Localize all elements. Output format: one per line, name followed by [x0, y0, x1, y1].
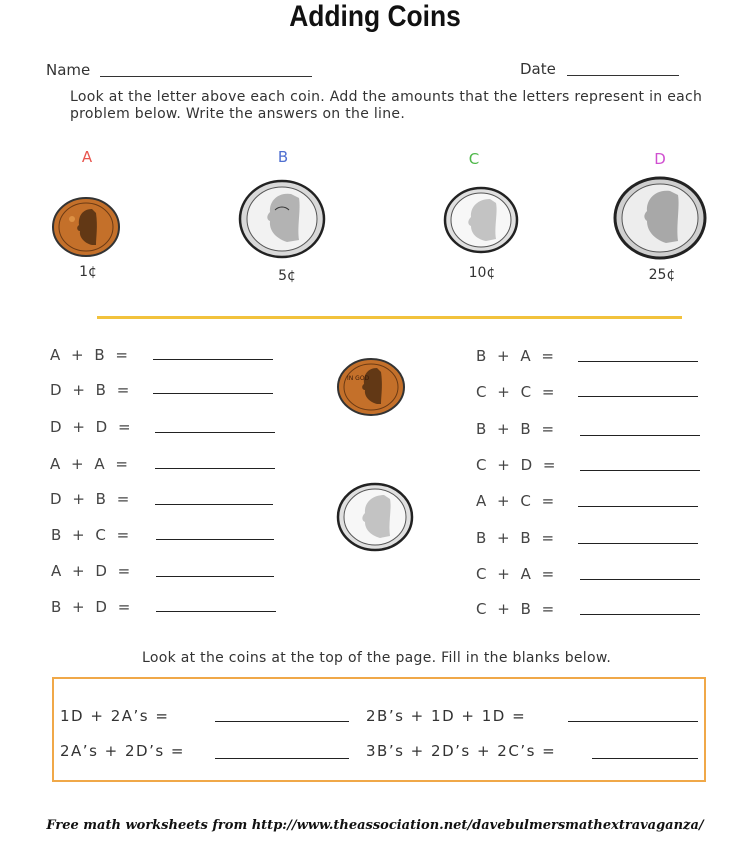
answer-line[interactable]: [155, 468, 275, 469]
page-title: Adding Coins: [289, 0, 461, 33]
answer-line[interactable]: [592, 758, 698, 759]
problem-left-2: D + B =: [50, 381, 133, 399]
answer-line[interactable]: [580, 614, 700, 615]
problem-right-4: C + D =: [476, 456, 559, 474]
answer-line[interactable]: [156, 611, 276, 612]
box-problem-2: 2B’s + 1D + 1D =: [366, 707, 527, 725]
problem-right-7: C + A =: [476, 565, 558, 583]
problem-left-6: B + C =: [51, 526, 133, 544]
answer-line[interactable]: [568, 721, 698, 722]
coin-letter-c: C: [468, 150, 480, 168]
footer-credit: Free math worksheets from http://www.theassociation.net/davebulmersmathextravaganza/: [46, 818, 704, 833]
problem-right-8: C + B =: [476, 600, 558, 618]
instructions: Look at the letter above each coin. Add the amounts that the letters represent in each problem below. Write the answers on the line.: [70, 89, 703, 122]
coin-letter-a: A: [81, 148, 93, 166]
nickel-coin-image: [239, 180, 325, 258]
problem-right-6: B + B =: [476, 529, 558, 547]
problem-right-2: C + C =: [476, 383, 558, 401]
box-problem-4: 3B’s + 2D’s + 2C’s =: [366, 742, 557, 760]
name-field[interactable]: [100, 76, 312, 77]
word-problem-box: [52, 677, 706, 782]
answer-line[interactable]: [155, 504, 273, 505]
answer-line[interactable]: [156, 539, 274, 540]
answer-line[interactable]: [580, 470, 700, 471]
answer-line[interactable]: [580, 435, 700, 436]
coin-letter-d: D: [654, 150, 666, 168]
problem-left-1: A + B =: [50, 346, 131, 364]
coin-value-b: 5¢: [278, 268, 296, 284]
problem-left-3: D + D =: [50, 418, 134, 436]
coin-value-c: 10¢: [468, 265, 496, 281]
problem-right-3: B + B =: [476, 420, 558, 438]
penny-coin-image: [337, 358, 405, 416]
problem-right-5: A + C =: [476, 492, 558, 510]
coin-value-d: 25¢: [648, 267, 676, 283]
answer-line[interactable]: [215, 758, 349, 759]
answer-line[interactable]: [578, 396, 698, 397]
box-problem-3: 2A’s + 2D’s =: [60, 742, 186, 760]
problem-left-8: B + D =: [51, 598, 134, 616]
name-label: Name: [46, 61, 91, 79]
coin-value-a: 1¢: [79, 264, 97, 280]
divider: [97, 316, 682, 319]
answer-line[interactable]: [153, 393, 273, 394]
answer-line[interactable]: [580, 579, 700, 580]
problem-left-5: D + B =: [50, 490, 133, 508]
answer-line[interactable]: [578, 506, 698, 507]
dime-coin-image: [336, 483, 414, 551]
quarter-coin-image: [614, 177, 706, 259]
section2-instruction: Look at the coins at the top of the page. Fill in the blanks below.: [142, 650, 612, 666]
answer-line[interactable]: [215, 721, 349, 722]
problem-right-1: B + A =: [476, 347, 557, 365]
dime-coin-image: [444, 187, 518, 253]
answer-line[interactable]: [156, 576, 274, 577]
answer-line[interactable]: [578, 361, 698, 362]
penny-coin-image: [52, 197, 120, 257]
answer-line[interactable]: [155, 432, 275, 433]
coin-letter-b: B: [277, 148, 289, 166]
problem-left-4: A + A =: [50, 455, 131, 473]
date-field[interactable]: [567, 75, 679, 76]
answer-line[interactable]: [578, 543, 698, 544]
answer-line[interactable]: [153, 359, 273, 360]
problem-left-7: A + D =: [51, 562, 134, 580]
svg-text:IN GOD: IN GOD: [347, 375, 370, 382]
box-problem-1: 1D + 2A’s =: [60, 707, 170, 725]
date-label: Date: [520, 60, 556, 78]
